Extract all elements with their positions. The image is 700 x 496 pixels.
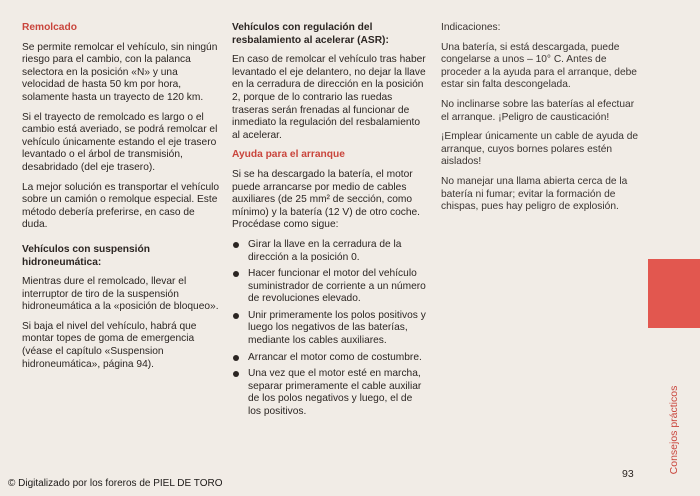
column-left	[22, 22, 220, 378]
paragraph: No manejar una llama abierta cerca de la batería ni fumar; evitar la formación de chispas, pues hay peligro de explosión.	[441, 175, 628, 213]
column-middle	[232, 22, 428, 423]
heading-notes: Indicaciones:	[441, 22, 501, 33]
list-item: Girar la llave en la cerradura de la dirección a la posición 0.	[232, 239, 428, 264]
list-item: Unir primeramente los polos positivos y luego los negativos de las baterías, mediante los cables auxiliares.	[232, 310, 428, 348]
paragraph: Una batería, si está descargada, puede congelarse a unos – 10° C. Antes de proceder a la ayuda para el arranque, debe estar sin falta descongelada.	[441, 41, 637, 91]
heading-towing: Remolcado	[22, 22, 77, 33]
heading-asr: Vehículos con regulación del resbalamiento al acelerar (ASR):	[232, 22, 389, 46]
column-right	[441, 22, 639, 221]
paragraph: La mejor solución es transportar el vehículo sobre un camión o remolque especial. Este método debería preferirse, en caso de duda.	[22, 181, 220, 231]
scan-credit: © Digitalizado por los foreros de PIEL DE TORO	[8, 478, 223, 489]
heading-hydropneumatic: Vehículos con suspensión hidroneumática:	[22, 243, 150, 268]
heading-jumpstart: Ayuda para el arranque	[232, 149, 345, 161]
steps-list	[232, 239, 428, 419]
paragraph: En caso de remolcar el vehículo tras haber levantado el eje delantero, no dejar la llave en la cerradura de dirección en la posición 2, porque de lo contrario las ruedas traseras serán frenadas al funcionar de inmediato la regulación del resbalamiento al acelerar.	[232, 54, 426, 141]
list-item: Hacer funcionar el motor del vehículo suministrador de corriente a un número de revoluciones elevado.	[232, 268, 428, 306]
paragraph: Si el trayecto de remolcado es largo o el cambio está averiado, se podrá remolcar el vehículo únicamente estando el eje trasero levantado o el árbol de transmisión, desabridado (del eje trasero).	[22, 111, 218, 173]
section-tab-marker	[648, 259, 700, 328]
paragraph: Si se ha descargado la batería, el motor puede arrancarse por medio de cables auxiliares (de 25 mm² de sección, como mínimo) y la batería (12 V) de otro coche. Procédase como sigue:	[232, 168, 420, 231]
paragraph: ¡Emplear únicamente un cable de ayuda de arranque, cuyos bornes polares estén aislados!	[441, 131, 639, 168]
paragraph: Se permite remolcar el vehículo, sin ningún riesgo para el cambio, con la palanca selectora en la posición «N» y una velocidad de hasta 50 km por hora, solamente hasta un trayecto de 120 km.	[22, 41, 218, 103]
page-number: 93	[622, 468, 634, 480]
list-item: Arrancar el motor como de costumbre.	[232, 352, 428, 365]
paragraph: No inclinarse sobre las baterías al efectuar el arranque. ¡Peligro de causticación!	[441, 98, 635, 123]
paragraph: Si baja el nivel del vehículo, habrá que montar topes de goma de emergencia (véase el capítulo «Suspension hidroneumática», página 94).	[22, 320, 197, 370]
paragraph: Mientras dure el remolcado, llevar el interruptor de tiro de la suspensión hidroneumática a la «posición de bloqueo».	[22, 276, 219, 313]
section-side-label: Consejos prácticos	[668, 385, 680, 475]
list-item: Una vez que el motor esté en marcha, separar primeramente el cable auxiliar de los polos negativos y luego, el de los positivos.	[232, 368, 428, 418]
